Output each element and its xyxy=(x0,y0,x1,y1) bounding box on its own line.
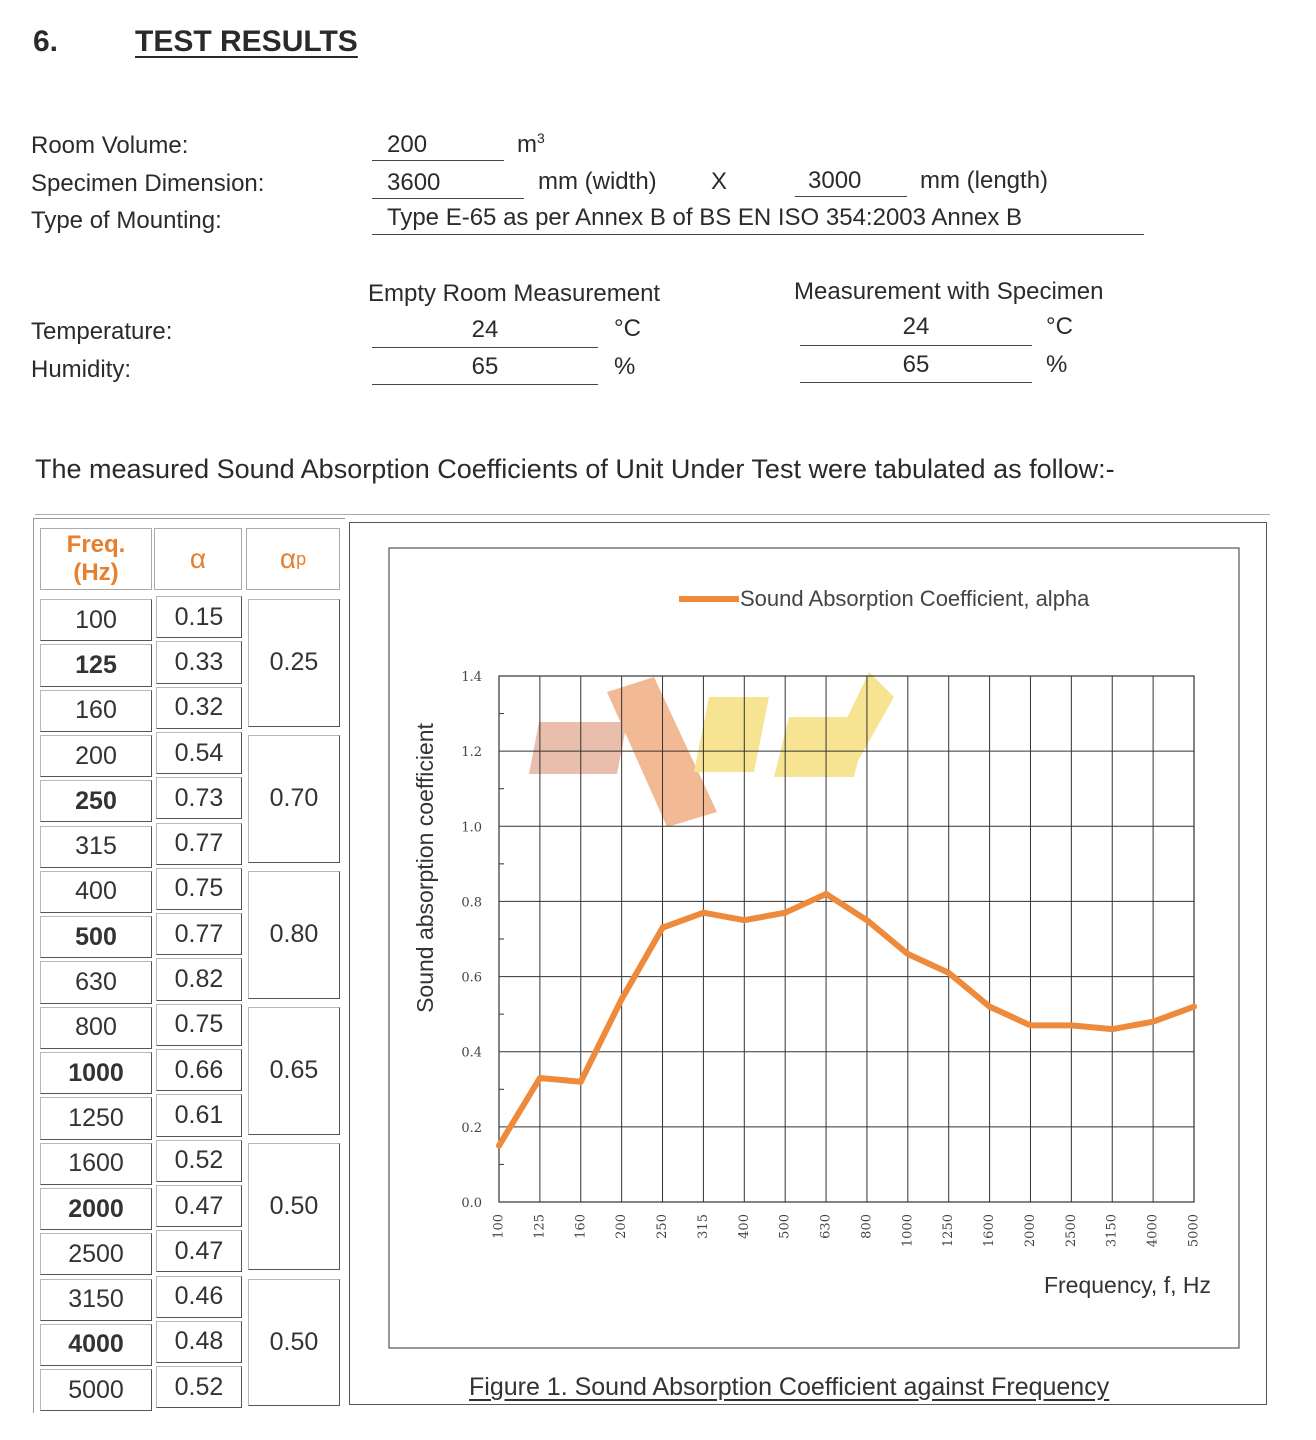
data-point xyxy=(823,891,829,897)
specimen-length-underline xyxy=(795,196,907,197)
x-axis-label: Frequency, f, Hz xyxy=(1043,1272,1211,1298)
humidity-label: Humidity: xyxy=(31,356,132,383)
data-point xyxy=(1027,1022,1033,1028)
alpha-p-cell: 0.80 xyxy=(248,871,340,999)
freq-cell: 3150 xyxy=(40,1279,152,1321)
alpha-cell: 0.52 xyxy=(156,1140,242,1182)
x-tick-label: 630 xyxy=(818,1214,834,1239)
freq-cell: 1250 xyxy=(40,1097,152,1139)
y-axis-label: Sound absorption coefficient xyxy=(412,723,438,1013)
header-alpha: α xyxy=(154,528,242,590)
data-point xyxy=(946,970,952,976)
alpha-p-cell: 0.50 xyxy=(248,1279,340,1407)
y-tick-label: 0.8 xyxy=(461,895,482,911)
alpha-cell: 0.52 xyxy=(156,1366,242,1408)
alpha-cell: 0.33 xyxy=(156,641,242,683)
humidity-specimen-underline xyxy=(800,382,1032,383)
humidity-empty-unit: % xyxy=(614,353,636,380)
specimen-width-value: 3600 xyxy=(387,169,441,196)
x-tick-label: 1250 xyxy=(941,1214,957,1248)
y-tick-label: 0.4 xyxy=(461,1045,482,1061)
x-tick-label: 4000 xyxy=(1145,1214,1161,1248)
alpha-cell: 0.77 xyxy=(156,913,242,955)
freq-cell: 800 xyxy=(40,1007,152,1049)
data-point xyxy=(619,996,625,1002)
freq-cell: 250 xyxy=(40,780,152,822)
alpha-cell: 0.47 xyxy=(156,1230,242,1272)
x-tick-label: 250 xyxy=(655,1214,671,1239)
specimen-x: X xyxy=(711,168,728,195)
alpha-p-cell: 0.65 xyxy=(248,1007,340,1135)
humidity-empty-underline xyxy=(372,384,598,385)
alpha-cell: 0.82 xyxy=(156,958,242,1000)
alpha-cell: 0.73 xyxy=(156,777,242,819)
header-alpha-p: α p xyxy=(246,528,340,590)
x-tick-label: 500 xyxy=(777,1214,793,1239)
series-line-alpha xyxy=(499,894,1194,1146)
alpha-cell: 0.61 xyxy=(156,1094,242,1136)
legend-label: Sound Absorption Coefficient, alpha xyxy=(740,586,1090,611)
x-tick-label: 3150 xyxy=(1104,1214,1120,1248)
alpha-p-cell: 0.50 xyxy=(248,1143,340,1271)
intro-text: The measured Sound Absorption Coefficients of Unit Under Test were tabulated as follow:- xyxy=(35,454,1115,484)
figure-caption: Figure 1. Sound Absorption Coefficient against Frequency xyxy=(469,1373,1110,1401)
freq-cell: 500 xyxy=(40,916,152,958)
room-volume-unit: $m^3$ xyxy=(517,130,545,158)
freq-cell: 4000 xyxy=(40,1324,152,1366)
freq-cell: 315 xyxy=(40,826,152,868)
x-tick-label: 2000 xyxy=(1022,1214,1038,1248)
y-tick-label: 1.2 xyxy=(461,745,482,761)
temperature-specimen-unit: °C xyxy=(1046,313,1073,340)
freq-cell: 2500 xyxy=(40,1233,152,1275)
data-point xyxy=(864,917,870,923)
freq-cell: 1600 xyxy=(40,1143,152,1185)
data-point xyxy=(1068,1022,1074,1028)
y-axis-ticks xyxy=(461,670,504,1211)
room-volume-underline xyxy=(372,160,504,161)
y-tick-label: 1.0 xyxy=(461,820,482,836)
series-points xyxy=(496,891,1197,1149)
mounting-underline xyxy=(372,234,1144,235)
room-volume-value: 200 xyxy=(387,131,428,158)
alpha-cell: 0.75 xyxy=(156,868,242,910)
data-point xyxy=(578,1079,584,1085)
y-tick-label: 1.4 xyxy=(461,670,482,685)
x-tick-label: 400 xyxy=(736,1214,752,1239)
data-point xyxy=(1191,1004,1197,1010)
freq-cell: 200 xyxy=(40,735,152,777)
section-number: 6. xyxy=(33,25,59,58)
empty-room-header: Empty Room Measurement xyxy=(368,280,661,307)
data-point xyxy=(987,1004,993,1010)
data-point xyxy=(1109,1026,1115,1032)
alpha-p-cell: 0.70 xyxy=(248,735,340,863)
data-point xyxy=(741,917,747,923)
alpha-cell: 0.66 xyxy=(156,1049,242,1091)
freq-cell: 160 xyxy=(40,690,152,732)
freq-cell: 400 xyxy=(40,871,152,913)
header-freq: Freq. (Hz) xyxy=(40,528,152,590)
x-tick-label: 800 xyxy=(859,1214,875,1239)
room-volume-label: Room Volume: xyxy=(31,132,189,159)
x-tick-label: 160 xyxy=(573,1214,589,1239)
alpha-cell: 0.15 xyxy=(156,596,242,638)
alpha-cell: 0.77 xyxy=(156,823,242,865)
data-point xyxy=(782,910,788,916)
alpha-cell: 0.32 xyxy=(156,687,242,729)
afsl-watermark-logo xyxy=(529,672,894,827)
freq-cell: 5000 xyxy=(40,1369,152,1411)
temperature-label: Temperature: xyxy=(31,318,173,345)
y-tick-label: 0.2 xyxy=(461,1120,482,1136)
temperature-empty-unit: °C xyxy=(614,315,641,342)
temperature-specimen-value: 24 xyxy=(902,313,930,340)
freq-cell: 630 xyxy=(40,961,152,1003)
humidity-empty-value: 65 xyxy=(471,353,499,380)
data-point xyxy=(496,1143,502,1149)
x-tick-label: 125 xyxy=(532,1214,548,1239)
alpha-cell: 0.54 xyxy=(156,732,242,774)
temperature-specimen-underline xyxy=(800,345,1032,346)
mounting-value: Type E-65 as per Annex B of BS EN ISO 354:2003 Annex B xyxy=(387,204,1023,231)
freq-cell: 2000 xyxy=(40,1188,152,1230)
specimen-length-value: 3000 xyxy=(808,167,862,194)
intro-rule xyxy=(35,514,1270,515)
section-title: TEST RESULTS xyxy=(135,25,358,58)
data-point xyxy=(905,951,911,957)
x-tick-label: 200 xyxy=(614,1214,630,1239)
mounting-label: Type of Mounting: xyxy=(31,207,222,234)
alpha-cell: 0.48 xyxy=(156,1321,242,1363)
freq-cell: 100 xyxy=(40,599,152,641)
data-point xyxy=(660,925,666,931)
x-tick-label: 2500 xyxy=(1063,1214,1079,1248)
data-point xyxy=(700,910,706,916)
x-tick-label: 5000 xyxy=(1186,1214,1202,1248)
x-tick-label: 315 xyxy=(695,1214,711,1239)
data-point xyxy=(1150,1019,1156,1025)
humidity-specimen-unit: % xyxy=(1046,351,1068,378)
y-tick-label: 0.0 xyxy=(461,1196,482,1211)
temperature-empty-value: 24 xyxy=(471,316,499,343)
y-tick-label: 0.6 xyxy=(461,970,482,986)
specimen-width-unit: mm (width) xyxy=(538,168,657,195)
freq-cell: 1000 xyxy=(40,1052,152,1094)
humidity-specimen-value: 65 xyxy=(902,351,930,378)
temperature-empty-underline xyxy=(372,347,598,348)
x-tick-label: 100 xyxy=(491,1214,507,1239)
chart xyxy=(349,522,1267,1405)
x-tick-label: 1000 xyxy=(900,1214,916,1248)
specimen-length-unit: mm (length) xyxy=(920,167,1049,194)
specimen-measurement-header: Measurement with Specimen xyxy=(794,278,1104,305)
alpha-cell: 0.46 xyxy=(156,1276,242,1318)
freq-cell: 125 xyxy=(40,644,152,686)
alpha-cell: 0.75 xyxy=(156,1004,242,1046)
data-point xyxy=(537,1075,543,1081)
alpha-cell: 0.47 xyxy=(156,1185,242,1227)
x-tick-label: 1600 xyxy=(982,1214,998,1248)
specimen-label: Specimen Dimension: xyxy=(31,170,265,197)
chart-legend xyxy=(679,586,1090,611)
alpha-p-cell: 0.25 xyxy=(248,599,340,727)
specimen-width-underline xyxy=(372,198,524,199)
x-axis-ticks xyxy=(492,1214,1202,1247)
